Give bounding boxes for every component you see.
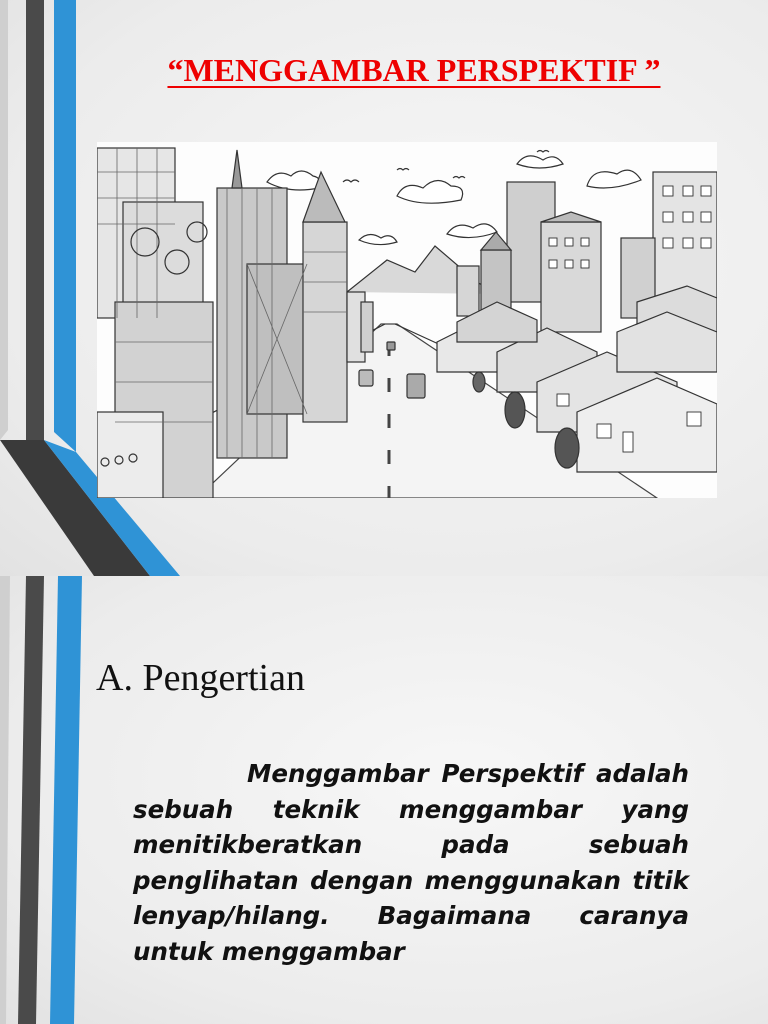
definition-paragraph: Menggambar Perspektif adalah sebuah teknik menggambar yang menitikberatkan pada sebuah penglihatan dengan menggunakan titik lenyap/hilang. Bagaimana caranya untuk menggambar [133,759,689,966]
perspective-drawing-image [97,142,717,498]
slide-2 [0,576,768,1024]
slide-title: “MENGGAMBAR PERSPEKTIF ” [167,52,661,88]
section-heading: A. Pengertian [96,657,305,699]
